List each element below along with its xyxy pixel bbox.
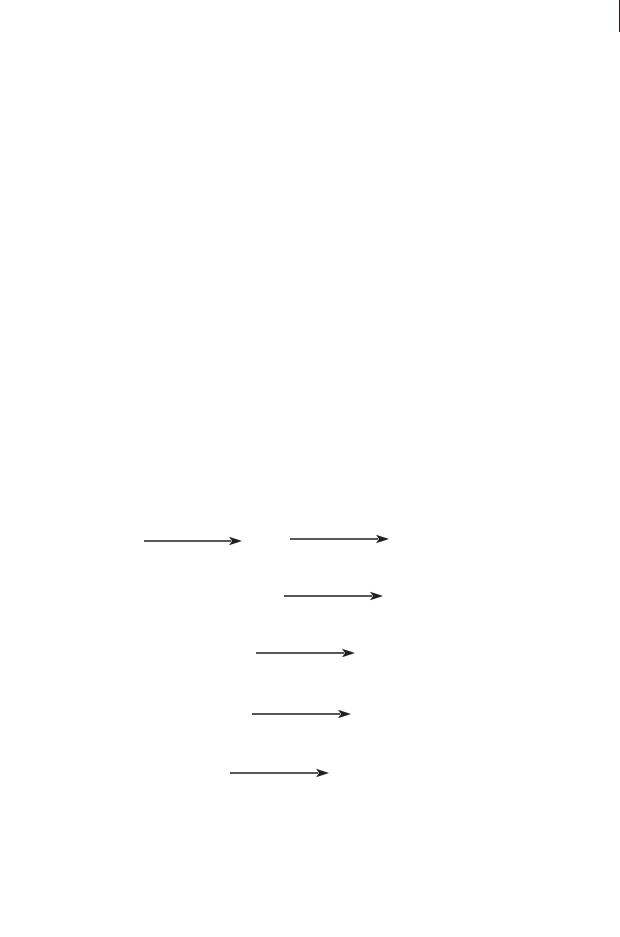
arrow-right-5 [230, 769, 329, 777]
arrow-right-3 [256, 649, 355, 657]
arrow-left-top [144, 537, 242, 545]
arrow-right-2 [284, 592, 383, 600]
arrow-group [144, 535, 389, 777]
arrow-right-4 [252, 710, 351, 718]
arrow-right-1 [290, 535, 389, 543]
